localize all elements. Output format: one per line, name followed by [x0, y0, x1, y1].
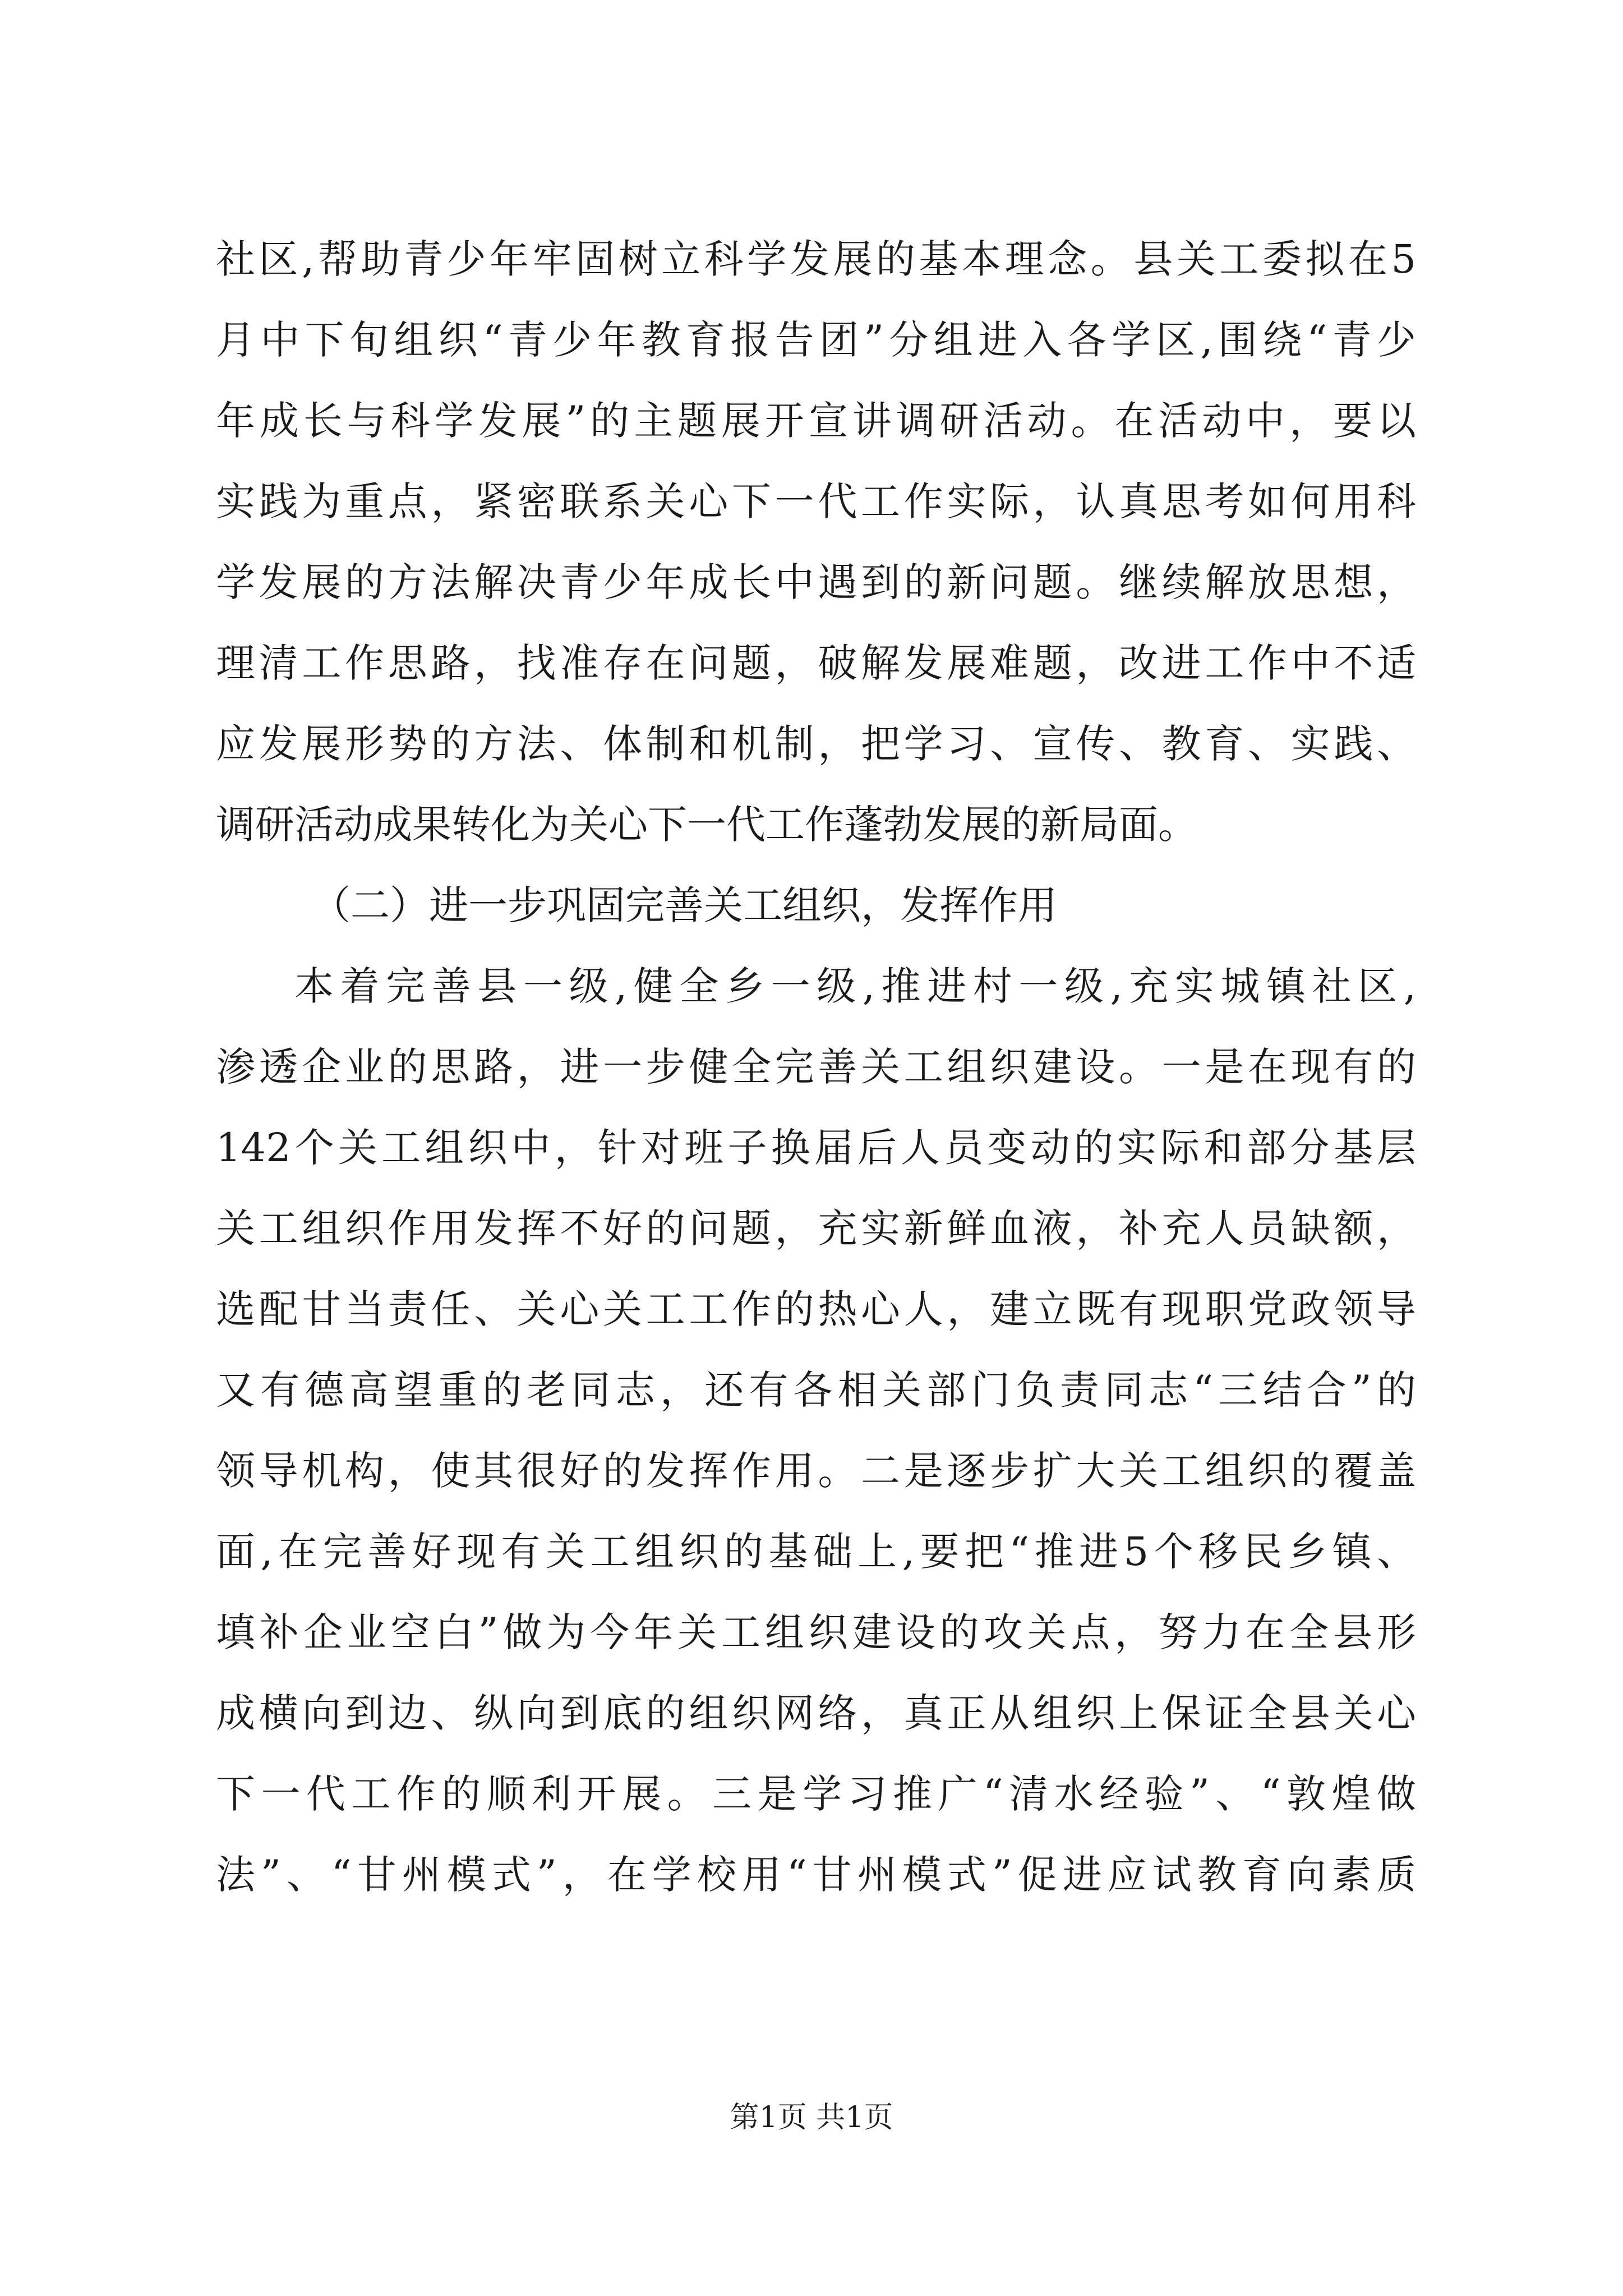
paragraph-2-line: 填补企业空白”做为今年关工组织建设的攻关点，努力在全县形	[216, 1609, 1416, 1655]
paragraph-2-line: 法”、“甘州模式”，在学校用“甘州模式”促进应试教育向素质	[216, 1852, 1416, 1898]
section-heading: （二）进一步巩固完善关工组织，发挥作用	[311, 882, 1057, 928]
paragraph-2-line: 面,在完善好现有关工组织的基础上,要把“推进5个移民乡镇、	[216, 1529, 1416, 1575]
paragraph-2-line: 成横向到边、纵向到底的组织网络，真正从组织上保证全县关心	[216, 1690, 1416, 1736]
paragraph-2-line: 下一代工作的顺利开展。三是学习推广“清水经验”、“敦煌做	[216, 1771, 1416, 1817]
paragraph-1-line: 理清工作思路，找准存在问题，破解发展难题，改进工作中不适	[216, 640, 1416, 686]
paragraph-2-line: 渗透企业的思路，进一步健全完善关工组织建设。一是在现有的	[216, 1044, 1416, 1090]
paragraph-2-line: 选配甘当责任、关心关工工作的热心人，建立既有现职党政领导	[216, 1286, 1416, 1332]
paragraph-2-line: 领导机构，使其很好的发挥作用。二是逐步扩大关工组织的覆盖	[216, 1448, 1416, 1494]
paragraph-1-line: 月中下旬组织“青少年教育报告团”分组进入各学区,围绕“青少	[216, 317, 1416, 363]
paragraph-2-line: 又有德高望重的老同志，还有各相关部门负责同志“三结合”的	[216, 1367, 1416, 1413]
paragraph-2-line: 关工组织作用发挥不好的问题，充实新鲜血液，补充人员缺额，	[216, 1205, 1416, 1251]
page-footer: 第1页 共1页	[730, 2101, 893, 2134]
document-body	[216, 219, 1416, 1915]
paragraph-1-line: 学发展的方法解决青少年成长中遇到的新问题。继续解放思想，	[216, 559, 1416, 605]
paragraph-1-line: 调研活动成果转化为关心下一代工作蓬勃发展的新局面。	[216, 802, 1197, 848]
paragraph-2-line: 本着完善县一级,健全乡一级,推进村一级,充实城镇社区,	[294, 963, 1416, 1009]
paragraph-1-line: 年成长与科学发展”的主题展开宣讲调研活动。在活动中，要以	[216, 398, 1416, 444]
paragraph-1-line: 社区,帮助青少年牢固树立科学发展的基本理念。县关工委拟在5	[216, 236, 1416, 282]
paragraph-2-line: 142个关工组织中，针对班子换届后人员变动的实际和部分基层	[216, 1125, 1416, 1171]
paragraph-1-line: 实践为重点，紧密联系关心下一代工作实际，认真思考如何用科	[216, 478, 1416, 524]
paragraph-1-line: 应发展形势的方法、体制和机制，把学习、宣传、教育、实践、	[216, 721, 1416, 767]
